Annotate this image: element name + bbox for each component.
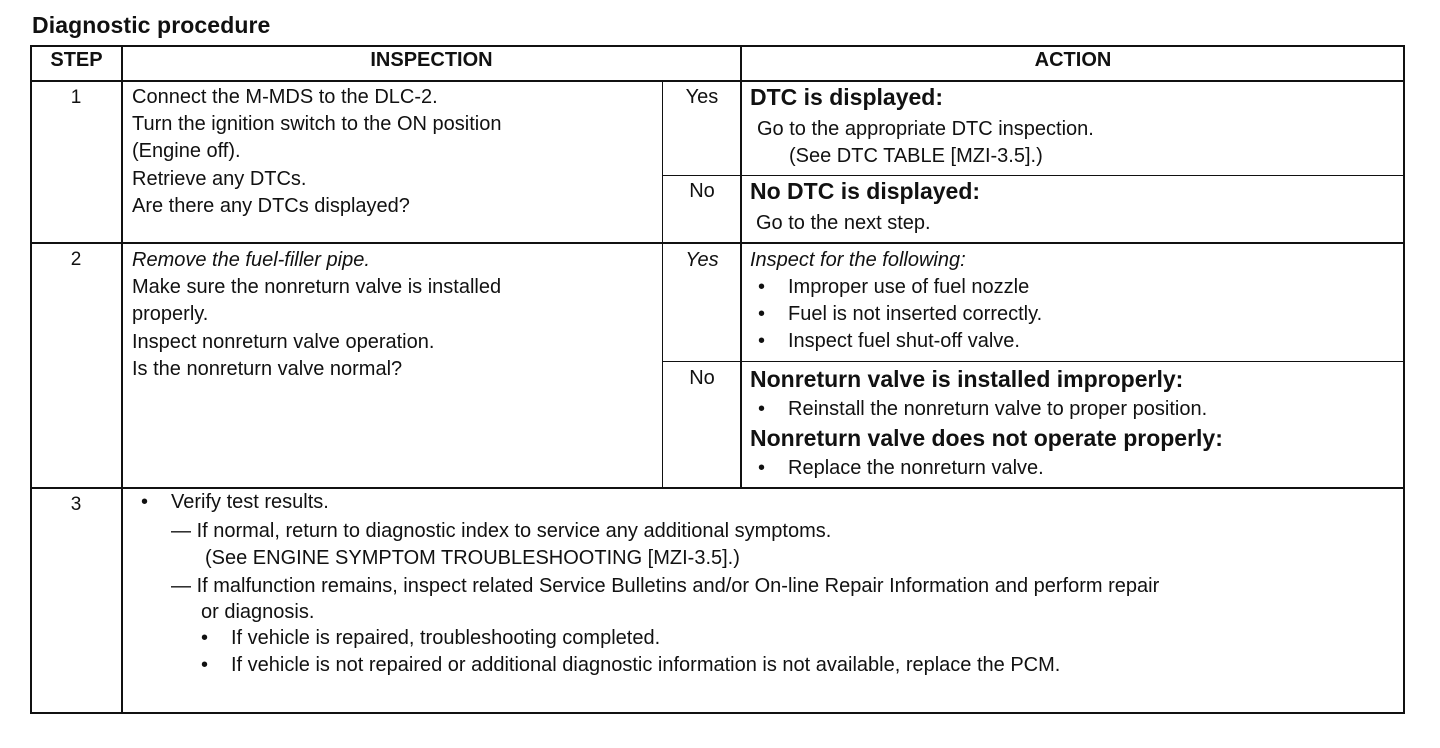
header-inspection: INSPECTION bbox=[370, 49, 493, 71]
yes-label: Yes bbox=[685, 249, 719, 271]
yes-no-column-divider bbox=[662, 80, 663, 487]
no-label: No bbox=[689, 180, 715, 202]
header-action: ACTION bbox=[1034, 49, 1112, 71]
bullet-icon: • bbox=[758, 457, 766, 479]
row-1-divider bbox=[30, 242, 1405, 244]
list-item: • Improper use of fuel nozzle bbox=[758, 276, 1030, 298]
action-reference: (See DTC TABLE [MZI-3.5].) bbox=[789, 145, 1043, 167]
inspection-line: Inspect nonreturn valve operation. bbox=[132, 331, 435, 353]
bullet-icon: • bbox=[758, 330, 766, 352]
step-number: 3 bbox=[70, 494, 82, 515]
no-label: No bbox=[689, 367, 715, 389]
inspection-line: Turn the ignition switch to the ON position bbox=[132, 113, 502, 135]
action-heading: Nonreturn valve is installed improperly: bbox=[750, 366, 1184, 392]
row-2-divider bbox=[30, 487, 1405, 489]
page-title: Diagnostic procedure bbox=[32, 12, 271, 38]
reference-line: (See ENGINE SYMPTOM TROUBLESHOOTING [MZI-3.5].) bbox=[205, 547, 740, 569]
list-item: • Inspect fuel shut-off valve. bbox=[758, 330, 1020, 352]
action-line: Go to the appropriate DTC inspection. bbox=[757, 118, 1094, 140]
list-item: • If vehicle is repaired, troubleshooting completed. bbox=[201, 627, 661, 649]
bullet-icon: • bbox=[201, 654, 209, 676]
action-heading: No DTC is displayed: bbox=[750, 178, 981, 204]
action-intro: Inspect for the following: bbox=[750, 249, 966, 271]
row-1-yes-no-divider bbox=[662, 175, 1405, 176]
inspection-line: Make sure the nonreturn valve is installed bbox=[132, 276, 502, 298]
row-2-yes-no-divider bbox=[662, 361, 1405, 362]
action-heading: Nonreturn valve does not operate properly: bbox=[750, 425, 1223, 451]
header-divider bbox=[30, 80, 1405, 82]
header-step: STEP bbox=[50, 49, 103, 71]
step-number: 2 bbox=[70, 249, 82, 270]
bullet-icon: • bbox=[758, 303, 766, 325]
inspection-line: Is the nonreturn valve normal? bbox=[132, 358, 403, 380]
dash-item-continuation: or diagnosis. bbox=[201, 601, 315, 623]
step-number: 1 bbox=[70, 87, 82, 108]
list-item: • Verify test results. bbox=[141, 491, 329, 513]
yes-label: Yes bbox=[685, 86, 719, 108]
action-heading: DTC is displayed: bbox=[750, 84, 943, 110]
list-item: • Reinstall the nonreturn valve to proper position. bbox=[758, 398, 1208, 420]
list-item: • If vehicle is not repaired or additional diagnostic information is not available, replace the PCM. bbox=[201, 654, 1061, 676]
list-item: • Fuel is not inserted correctly. bbox=[758, 303, 1043, 325]
inspection-line: Connect the M-MDS to the DLC-2. bbox=[132, 86, 438, 108]
inspection-line: Remove the fuel-filler pipe. bbox=[132, 249, 370, 271]
dash-item: — If malfunction remains, inspect related Service Bulletins and/or On-line Repair Information and perform repair bbox=[171, 575, 1160, 597]
bullet-icon: • bbox=[141, 491, 149, 513]
inspection-line: Are there any DTCs displayed? bbox=[132, 195, 410, 217]
action-line: Go to the next step. bbox=[756, 212, 931, 234]
inspection-line: properly. bbox=[132, 303, 209, 325]
inspection-line: (Engine off). bbox=[132, 140, 241, 162]
dash-icon: — bbox=[171, 575, 191, 597]
bullet-icon: • bbox=[201, 627, 209, 649]
dash-icon: — bbox=[171, 520, 191, 542]
inspection-line: Retrieve any DTCs. bbox=[132, 168, 307, 190]
list-item: • Replace the nonreturn valve. bbox=[758, 457, 1044, 479]
bullet-icon: • bbox=[758, 398, 766, 420]
step-column-divider bbox=[121, 45, 123, 714]
dash-item: — If normal, return to diagnostic index to service any additional symptoms. bbox=[171, 520, 832, 542]
bullet-icon: • bbox=[758, 276, 766, 298]
